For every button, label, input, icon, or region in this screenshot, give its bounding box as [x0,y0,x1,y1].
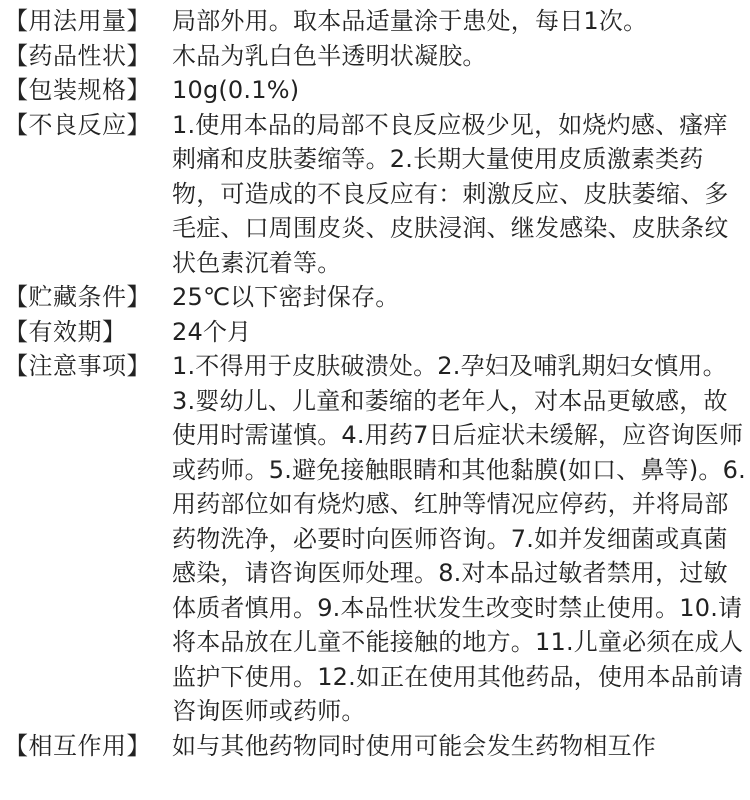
section-dosage [0,4,750,39]
section-text: 如与其他药物同时使用可能会发生药物相互作 [172,731,656,760]
section-label: 【有效期】 [4,317,127,346]
section-text: 局部外用。取本品适量涂于患处，每日1次。 [172,7,648,35]
section-label: 【用法用量】 [4,7,151,35]
section-text: 25℃以下密封保存。 [172,283,400,311]
section-label: 【包装规格】 [4,76,151,104]
section-text: 1.不得用于皮肤破溃处。2.孕妇及哺乳期妇女慎用。3.婴幼儿、儿童和萎缩的老年人，对本品更敏感，故使用时需谨慎。4.用药7日后症状未缓解，应咨询医师或药师。5.避免接触眼睛和其他黏膜(如口、鼻等)。6.用药部位如有烧灼感、红肿等情况应停药，并将局部药物洗净，必要时向医师咨询。7.如并发细菌或真菌感染，请咨询医师处理。8.对本品过敏者禁用，过敏体质者慎用。9.本品性状发生改变时禁止使用。10.请将本品放在儿童不能接触的地方。11.儿童必须在成人监护下使用。12.如正在使用其他药品，使用本品前请咨询医师或药师。 [172,352,746,725]
section-interactions [0,729,750,764]
section-text: 木品为乳白色半透明状凝胶。 [172,41,487,70]
section-label: 【药品性状】 [4,41,151,70]
section-shelf-life [0,315,750,350]
section-text: 24个月 [172,317,252,346]
section-text: 1.使用本品的局部不良反应极少见，如烧灼感、瘙痒刺痛和皮肤萎缩等。2.长期大量使用皮质激素类药物，可造成的不良反应有：刺激反应、皮肤萎缩、多毛症、口周围皮炎、皮肤浸润、继发感染、皮肤条纹状色素沉着等。 [172,110,729,277]
section-precautions [0,349,750,729]
section-label: 【注意事项】 [4,352,151,380]
section-label: 【贮藏条件】 [4,283,151,311]
section-package-spec [0,73,750,108]
section-appearance [0,39,750,74]
section-label: 【相互作用】 [4,731,151,760]
section-storage [0,280,750,315]
section-text: 10g(0.1%) [172,76,300,104]
section-label: 【不良反应】 [4,110,151,139]
section-adverse-reactions [0,108,750,281]
